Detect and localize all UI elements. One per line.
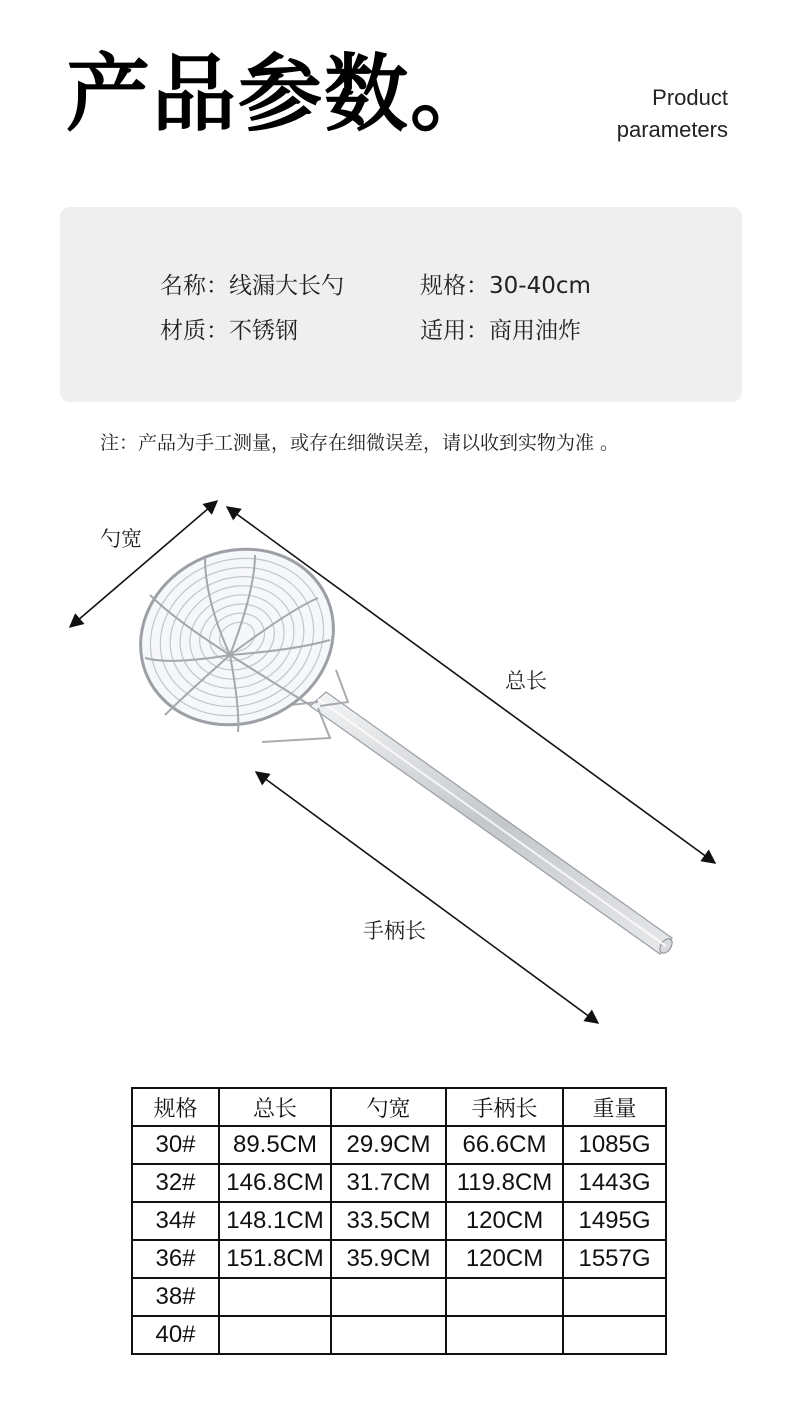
total-length-label: 总长 bbox=[505, 669, 547, 693]
header-weight: 重量 bbox=[563, 1088, 666, 1126]
table-row bbox=[132, 1202, 666, 1240]
cell-size: 32# bbox=[132, 1164, 219, 1202]
subtitle-line-1: Product bbox=[652, 85, 728, 110]
cell-weight: 1557G bbox=[563, 1240, 666, 1278]
spec-name: 名称：线漏大长勺 bbox=[160, 273, 344, 299]
cell-size: 30# bbox=[132, 1126, 219, 1164]
cell-handle-length bbox=[446, 1316, 563, 1354]
cell-weight: 1443G bbox=[563, 1164, 666, 1202]
cell-weight bbox=[563, 1316, 666, 1354]
cell-weight bbox=[563, 1278, 666, 1316]
header-handle-length: 手柄长 bbox=[446, 1088, 563, 1126]
cell-total-length bbox=[219, 1316, 331, 1354]
width-label: 勺宽 bbox=[100, 527, 142, 551]
handle-length-arrow bbox=[256, 772, 598, 1023]
cell-total-length bbox=[219, 1278, 331, 1316]
cell-handle-length: 119.8CM bbox=[446, 1164, 563, 1202]
spec-panel bbox=[60, 207, 742, 402]
cell-size: 38# bbox=[132, 1278, 219, 1316]
page-subtitle bbox=[617, 82, 728, 146]
cell-width: 35.9CM bbox=[331, 1240, 446, 1278]
cell-handle-length bbox=[446, 1278, 563, 1316]
cell-size: 36# bbox=[132, 1240, 219, 1278]
table-header-row bbox=[132, 1088, 666, 1126]
measurement-note: 注：产品为手工测量，或存在细微误差，请以收到实物为准 。 bbox=[100, 432, 620, 454]
table-row bbox=[132, 1126, 666, 1164]
cell-width bbox=[331, 1278, 446, 1316]
cell-total-length: 89.5CM bbox=[219, 1126, 331, 1164]
cell-width bbox=[331, 1316, 446, 1354]
skimmer-illustration bbox=[0, 480, 800, 1040]
header-total-length: 总长 bbox=[219, 1088, 331, 1126]
table-row bbox=[132, 1240, 666, 1278]
table-row bbox=[132, 1164, 666, 1202]
cell-handle-length: 120CM bbox=[446, 1202, 563, 1240]
cell-width: 33.5CM bbox=[331, 1202, 446, 1240]
cell-weight: 1495G bbox=[563, 1202, 666, 1240]
spec-material: 材质：不锈钢 bbox=[160, 318, 298, 344]
cell-total-length: 151.8CM bbox=[219, 1240, 331, 1278]
page-title: 产品参数。 bbox=[66, 45, 497, 143]
cell-total-length: 148.1CM bbox=[219, 1202, 331, 1240]
cell-width: 31.7CM bbox=[331, 1164, 446, 1202]
header-width: 勺宽 bbox=[331, 1088, 446, 1126]
header-size: 规格 bbox=[132, 1088, 219, 1126]
table-row bbox=[132, 1278, 666, 1316]
subtitle-line-2: parameters bbox=[616, 117, 728, 142]
cell-handle-length: 66.6CM bbox=[446, 1126, 563, 1164]
table-row bbox=[132, 1316, 666, 1354]
product-diagram bbox=[0, 480, 800, 1040]
cell-size: 40# bbox=[132, 1316, 219, 1354]
cell-size: 34# bbox=[132, 1202, 219, 1240]
handle-length-label: 手柄长 bbox=[363, 919, 426, 943]
spec-usage: 适用：商用油炸 bbox=[420, 318, 581, 344]
cell-weight: 1085G bbox=[563, 1126, 666, 1164]
cell-width: 29.9CM bbox=[331, 1126, 446, 1164]
cell-handle-length: 120CM bbox=[446, 1240, 563, 1278]
cell-total-length: 146.8CM bbox=[219, 1164, 331, 1202]
parameter-table bbox=[131, 1087, 667, 1355]
spec-size: 规格：30-40cm bbox=[420, 273, 591, 299]
